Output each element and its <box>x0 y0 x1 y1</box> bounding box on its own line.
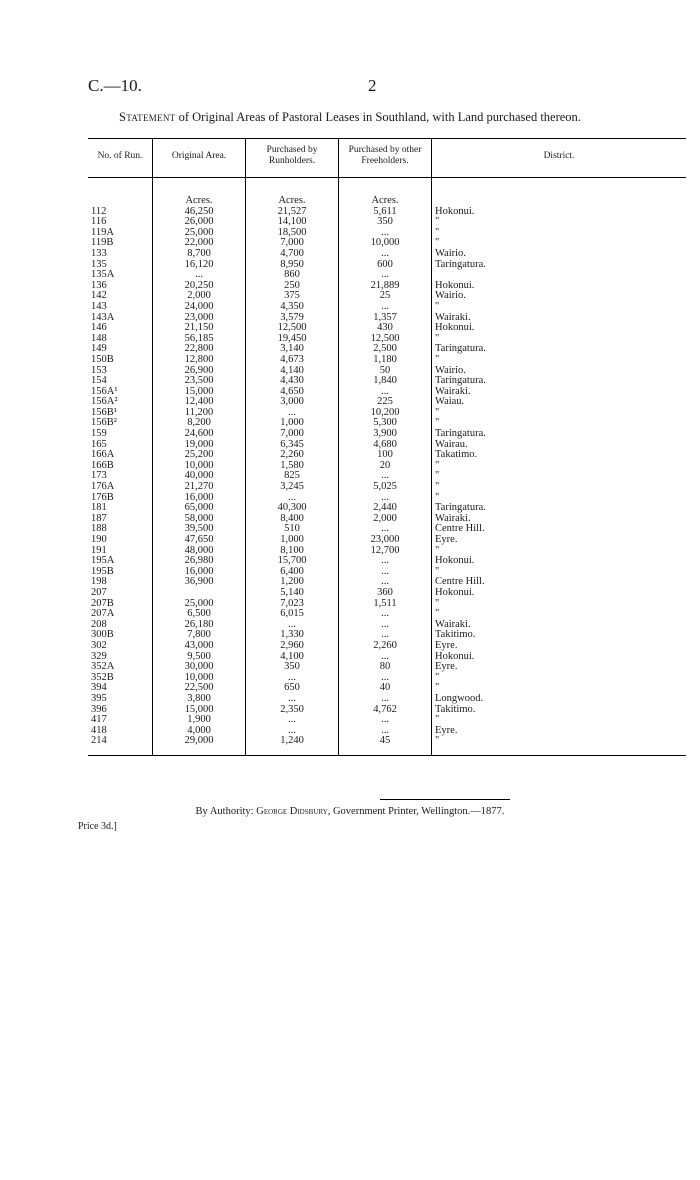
cell-original-area: 23,500 <box>153 376 246 387</box>
cell-purchased-freeholders: ... <box>339 673 432 684</box>
cell-district: Eyre. <box>432 641 687 652</box>
cell-original-area: 22,000 <box>153 238 246 249</box>
cell-original-area: 21,150 <box>153 323 246 334</box>
cell-purchased-runholders: 6,400 <box>246 567 339 578</box>
table-row <box>88 641 686 652</box>
cell-purchased-freeholders: 20 <box>339 461 432 472</box>
cell-original-area: 46,250 <box>153 207 246 218</box>
cell-purchased-freeholders: 2,500 <box>339 344 432 355</box>
cell-purchased-runholders: 4,350 <box>246 302 339 313</box>
cell-run-no: 119A <box>91 226 114 238</box>
cell-district: Eyre. <box>432 535 687 546</box>
cell-purchased-freeholders: 45 <box>339 736 432 755</box>
cell-purchased-freeholders: ... <box>339 694 432 705</box>
cell-original-area: 48,000 <box>153 546 246 557</box>
cell-run-no: 195A <box>91 555 115 567</box>
cell-district: " <box>432 609 687 620</box>
cell-purchased-runholders: 4,430 <box>246 376 339 387</box>
cell-purchased-runholders: 2,260 <box>246 450 339 461</box>
cell-original-area: 30,000 <box>153 662 246 673</box>
footer-rule <box>380 799 510 800</box>
cell-original-area: 26,900 <box>153 366 246 377</box>
cell-purchased-runholders: ... <box>246 493 339 504</box>
cell-run-no: 119B <box>91 237 114 249</box>
cell-original-area: 36,900 <box>153 577 246 588</box>
price-note: Price 3d.] <box>78 821 117 832</box>
cell-run-no: 146 <box>91 322 107 334</box>
cell-purchased-runholders: 4,140 <box>246 366 339 377</box>
cell-run-no: 198 <box>91 576 107 588</box>
cell-run-no: 156A² <box>91 396 118 408</box>
cell-purchased-runholders: 510 <box>246 524 339 535</box>
cell-original-area: 25,000 <box>153 599 246 610</box>
cell-purchased-runholders: 7,000 <box>246 238 339 249</box>
cell-district: " <box>432 217 687 228</box>
cell-purchased-runholders: 8,400 <box>246 514 339 525</box>
cell-run-no: 214 <box>88 736 153 755</box>
cell-purchased-freeholders: 1,180 <box>339 355 432 366</box>
cell-district: Takitimo. <box>432 630 687 641</box>
cell-purchased-runholders: 250 <box>246 281 339 292</box>
page-number: 2 <box>368 76 377 95</box>
cell-purchased-freeholders: ... <box>339 630 432 641</box>
table-row <box>88 588 686 599</box>
cell-original-area: 16,000 <box>153 493 246 504</box>
cell-district: Hokonui. <box>432 323 687 334</box>
cell-run-no: 329 <box>91 650 107 662</box>
cell-original-area: 7,800 <box>153 630 246 641</box>
cell-run-no: 302 <box>91 639 107 651</box>
cell-purchased-runholders: 4,700 <box>246 249 339 260</box>
cell-district: " <box>432 482 687 493</box>
cell-original-area: 65,000 <box>153 503 246 514</box>
cell-district: Centre Hill. <box>432 577 687 588</box>
cell-purchased-freeholders: 1,840 <box>339 376 432 387</box>
cell-original-area: 26,000 <box>153 217 246 228</box>
unit-runholders: Acres. <box>246 196 339 207</box>
cell-purchased-runholders: 4,673 <box>246 355 339 366</box>
cell-original-area: 12,800 <box>153 355 246 366</box>
cell-district: " <box>432 471 687 482</box>
cell-purchased-freeholders: ... <box>339 249 432 260</box>
cell-run-no: 195B <box>91 565 114 577</box>
cell-run-no: 181 <box>91 502 107 514</box>
cell-purchased-runholders: 6,345 <box>246 440 339 451</box>
cell-run-no: 173 <box>91 470 107 482</box>
cell-run-no: 148 <box>91 332 107 344</box>
cell-purchased-runholders: 6,015 <box>246 609 339 620</box>
cell-run-no: 394 <box>91 682 107 694</box>
cell-original-area: 10,000 <box>153 461 246 472</box>
cell-run-no: 417 <box>91 714 107 726</box>
cell-purchased-runholders: 21,527 <box>246 207 339 218</box>
cell-purchased-runholders: 8,100 <box>246 546 339 557</box>
cell-run-no: 150B <box>91 353 114 365</box>
cell-purchased-freeholders: 25 <box>339 291 432 302</box>
cell-purchased-freeholders: 2,260 <box>339 641 432 652</box>
cell-run-no: 156B² <box>91 417 117 429</box>
cell-purchased-runholders: 8,950 <box>246 260 339 271</box>
cell-district: " <box>432 408 687 419</box>
cell-original-area: 39,500 <box>153 524 246 535</box>
cell-district: Longwood. <box>432 694 687 705</box>
unit-run <box>88 196 153 207</box>
cell-purchased-freeholders: 12,500 <box>339 334 432 345</box>
cell-purchased-runholders: 15,700 <box>246 556 339 567</box>
cell-original-area: 3,800 <box>153 694 246 705</box>
cell-purchased-runholders: 3,579 <box>246 313 339 324</box>
cell-purchased-freeholders: ... <box>339 556 432 567</box>
cell-run-no: 207B <box>91 597 114 609</box>
cell-purchased-runholders: ... <box>246 620 339 631</box>
cell-purchased-freeholders: 350 <box>339 217 432 228</box>
cell-district: " <box>432 673 687 684</box>
cell-district: " <box>432 715 687 726</box>
cell-district: Hokonui. <box>432 556 687 567</box>
cell-purchased-runholders: 12,500 <box>246 323 339 334</box>
cell-purchased-freeholders: 3,900 <box>339 429 432 440</box>
cell-original-area: 9,500 <box>153 652 246 663</box>
cell-original-area: 47,650 <box>153 535 246 546</box>
cell-run-no: 143A <box>91 311 115 323</box>
authority-suffix: , Government Printer, Wellington.—1877. <box>327 806 505 817</box>
cell-purchased-freeholders: ... <box>339 567 432 578</box>
table-row <box>88 694 686 705</box>
cell-district: Wairaki. <box>432 387 687 398</box>
table-spacer-row <box>88 178 686 197</box>
header-purchased-freeholders: Purchased by other Freeholders. <box>339 139 432 178</box>
cell-run-no: 207 <box>91 586 107 598</box>
cell-district: Wairio. <box>432 291 687 302</box>
cell-purchased-freeholders: ... <box>339 302 432 313</box>
cell-purchased-freeholders: 50 <box>339 366 432 377</box>
cell-run-no: 112 <box>91 205 107 217</box>
units-row <box>88 196 686 207</box>
cell-purchased-freeholders: 225 <box>339 397 432 408</box>
cell-district: " <box>432 567 687 578</box>
cell-purchased-runholders: 4,100 <box>246 652 339 663</box>
cell-purchased-freeholders: 80 <box>339 662 432 673</box>
cell-run-no: 142 <box>91 290 107 302</box>
cell-purchased-freeholders: ... <box>339 471 432 482</box>
cell-run-no: 300B <box>91 629 114 641</box>
cell-purchased-runholders: 1,240 <box>246 736 339 755</box>
cell-purchased-runholders: 14,100 <box>246 217 339 228</box>
cell-district: Waiau. <box>432 397 687 408</box>
cell-original-area: 1,900 <box>153 715 246 726</box>
cell-run-no: 176B <box>91 491 114 503</box>
cell-district: Hokonui. <box>432 281 687 292</box>
cell-purchased-runholders: 3,245 <box>246 482 339 493</box>
table-header-row <box>88 139 686 178</box>
cell-purchased-freeholders: ... <box>339 609 432 620</box>
cell-purchased-runholders: 860 <box>246 270 339 281</box>
unit-freeholders: Acres. <box>339 196 432 207</box>
cell-district: Takatimo. <box>432 450 687 461</box>
cell-original-area: 26,180 <box>153 620 246 631</box>
cell-purchased-runholders: 5,140 <box>246 588 339 599</box>
cell-run-no: 166A <box>91 449 115 461</box>
cell-district: Eyre. <box>432 726 687 737</box>
cell-purchased-freeholders: 360 <box>339 588 432 599</box>
cell-district: Taringatura. <box>432 376 687 387</box>
cell-run-no: 153 <box>91 364 107 376</box>
cell-district: Hokonui. <box>432 588 687 599</box>
table-row <box>88 736 686 755</box>
cell-original-area: 10,000 <box>153 673 246 684</box>
cell-district: Taringatura. <box>432 429 687 440</box>
cell-purchased-runholders: 18,500 <box>246 228 339 239</box>
cell-original-area: 6,500 <box>153 609 246 620</box>
unit-original: Acres. <box>153 196 246 207</box>
cell-district: " <box>432 228 687 239</box>
cell-run-no: 207A <box>91 608 115 620</box>
cell-district: " <box>432 683 687 694</box>
cell-original-area: 25,200 <box>153 450 246 461</box>
cell-original-area: 43,000 <box>153 641 246 652</box>
cell-purchased-runholders: 3,000 <box>246 397 339 408</box>
cell-original-area: ... <box>153 270 246 281</box>
cell-run-no: 418 <box>91 724 107 736</box>
cell-original-area: 23,000 <box>153 313 246 324</box>
cell-district: " <box>432 334 687 345</box>
cell-run-no: 133 <box>91 247 107 259</box>
printer-name: George Didsbury <box>256 806 328 817</box>
cell-original-area: 16,000 <box>153 567 246 578</box>
cell-purchased-freeholders: 12,700 <box>339 546 432 557</box>
cell-purchased-freeholders: 1,511 <box>339 599 432 610</box>
cell-original-area <box>153 588 246 599</box>
cell-run-no: 154 <box>91 375 107 387</box>
header-run-no: No. of Run. <box>88 139 153 178</box>
cell-district: Centre Hill. <box>432 524 687 535</box>
authority-prefix: By Authority: <box>195 806 257 817</box>
cell-run-no: 176A <box>91 481 115 493</box>
cell-run-no: 208 <box>91 618 107 630</box>
cell-original-area: 26,980 <box>153 556 246 567</box>
cell-run-no: 352B <box>91 671 114 683</box>
cell-run-no: 396 <box>91 703 107 715</box>
cell-run-no: 136 <box>91 279 107 291</box>
cell-purchased-runholders: 1,200 <box>246 577 339 588</box>
leases-table <box>88 138 686 756</box>
cell-district: Taringatura. <box>432 260 687 271</box>
cell-district: Wairaki. <box>432 514 687 525</box>
cell-district: Wairau. <box>432 440 687 451</box>
cell-run-no: 187 <box>91 512 107 524</box>
cell-original-area: 21,270 <box>153 482 246 493</box>
cell-purchased-freeholders: 5,611 <box>339 207 432 218</box>
cell-run-no: 165 <box>91 438 107 450</box>
title-lead: Statement <box>119 110 176 124</box>
cell-original-area: 25,000 <box>153 228 246 239</box>
cell-purchased-freeholders: 21,889 <box>339 281 432 292</box>
cell-purchased-freeholders: ... <box>339 726 432 737</box>
cell-purchased-freeholders: 2,000 <box>339 514 432 525</box>
cell-original-area: 40,000 <box>153 471 246 482</box>
document-reference: C.—10. <box>88 76 142 95</box>
cell-purchased-freeholders: ... <box>339 524 432 535</box>
cell-purchased-freeholders: ... <box>339 387 432 398</box>
cell-run-no: 188 <box>91 523 107 535</box>
cell-purchased-runholders: 40,300 <box>246 503 339 514</box>
cell-purchased-runholders: 19,450 <box>246 334 339 345</box>
cell-purchased-runholders: 2,960 <box>246 641 339 652</box>
cell-purchased-runholders: 2,350 <box>246 705 339 716</box>
cell-district: Takitimo. <box>432 705 687 716</box>
cell-district: Eyre. <box>432 662 687 673</box>
cell-purchased-freeholders: 600 <box>339 260 432 271</box>
cell-original-area: 29,000 <box>153 736 246 755</box>
cell-purchased-freeholders: ... <box>339 577 432 588</box>
cell-district: " <box>432 599 687 610</box>
cell-run-no: 156A¹ <box>91 385 118 397</box>
cell-purchased-freeholders: 4,680 <box>339 440 432 451</box>
table-row <box>88 302 686 313</box>
header-purchased-runholders: Purchased by Runholders. <box>246 139 339 178</box>
cell-original-area: 22,800 <box>153 344 246 355</box>
cell-purchased-freeholders: ... <box>339 652 432 663</box>
table-row <box>88 355 686 366</box>
printer-authority <box>0 806 700 817</box>
cell-original-area: 24,000 <box>153 302 246 313</box>
cell-district: " <box>432 302 687 313</box>
cell-purchased-runholders: 1,580 <box>246 461 339 472</box>
cell-district: " <box>432 546 687 557</box>
cell-run-no: 116 <box>91 216 107 228</box>
cell-purchased-runholders: 1,000 <box>246 535 339 546</box>
cell-purchased-runholders: ... <box>246 726 339 737</box>
cell-purchased-runholders: 1,330 <box>246 630 339 641</box>
cell-purchased-runholders: ... <box>246 408 339 419</box>
cell-original-area: 2,000 <box>153 291 246 302</box>
cell-run-no: 143 <box>91 300 107 312</box>
cell-purchased-runholders: 4,650 <box>246 387 339 398</box>
cell-run-no: 156B¹ <box>91 406 117 418</box>
cell-district: " <box>432 418 687 429</box>
cell-original-area: 24,600 <box>153 429 246 440</box>
cell-purchased-freeholders: 5,025 <box>339 482 432 493</box>
cell-purchased-freeholders: 2,440 <box>339 503 432 514</box>
cell-district: Wairio. <box>432 366 687 377</box>
cell-purchased-runholders: ... <box>246 673 339 684</box>
cell-purchased-freeholders: ... <box>339 620 432 631</box>
header-original-area: Original Area. <box>153 139 246 178</box>
cell-purchased-freeholders: 430 <box>339 323 432 334</box>
table-body <box>88 178 686 756</box>
cell-run-no: 190 <box>91 534 107 545</box>
cell-run-no: 395 <box>91 692 107 704</box>
cell-purchased-freeholders: 4,762 <box>339 705 432 716</box>
cell-original-area: 15,000 <box>153 387 246 398</box>
cell-purchased-freeholders: 5,300 <box>339 418 432 429</box>
cell-original-area: 8,700 <box>153 249 246 260</box>
cell-district: Wairaki. <box>432 313 687 324</box>
cell-district: Taringatura. <box>432 344 687 355</box>
cell-original-area: 12,400 <box>153 397 246 408</box>
cell-purchased-freeholders: ... <box>339 228 432 239</box>
cell-original-area: 20,250 <box>153 281 246 292</box>
cell-district: Taringatura. <box>432 503 687 514</box>
cell-run-no: 135 <box>91 258 107 270</box>
cell-original-area: 11,200 <box>153 408 246 419</box>
cell-run-no: 352A <box>91 661 115 673</box>
cell-purchased-freeholders: 23,000 <box>339 535 432 546</box>
cell-purchased-freeholders: ... <box>339 493 432 504</box>
cell-district: Wairio. <box>432 249 687 260</box>
table-row <box>88 249 686 260</box>
cell-original-area: 8,200 <box>153 418 246 429</box>
header-district: District. <box>432 139 687 178</box>
cell-purchased-freeholders: ... <box>339 715 432 726</box>
cell-purchased-runholders: 375 <box>246 291 339 302</box>
cell-original-area: 56,185 <box>153 334 246 345</box>
cell-purchased-runholders: ... <box>246 694 339 705</box>
cell-purchased-freeholders: 10,200 <box>339 408 432 419</box>
cell-purchased-freeholders: 10,000 <box>339 238 432 249</box>
cell-district: " <box>432 493 687 504</box>
cell-purchased-runholders: 3,140 <box>246 344 339 355</box>
cell-purchased-runholders: 1,000 <box>246 418 339 429</box>
cell-purchased-freeholders: 40 <box>339 683 432 694</box>
cell-district: Hokonui. <box>432 652 687 663</box>
cell-purchased-freeholders: ... <box>339 270 432 281</box>
unit-district <box>432 196 687 207</box>
cell-original-area: 16,120 <box>153 260 246 271</box>
cell-district: " <box>432 461 687 472</box>
cell-run-no: 159 <box>91 428 107 440</box>
table-row <box>88 535 686 546</box>
title-rest: of Original Areas of Pastoral Leases in Southland, with Land purchased thereon. <box>175 110 581 124</box>
cell-purchased-runholders: 825 <box>246 471 339 482</box>
cell-purchased-runholders: ... <box>246 715 339 726</box>
cell-district: Wairaki. <box>432 620 687 631</box>
cell-purchased-runholders: 650 <box>246 683 339 694</box>
cell-original-area: 15,000 <box>153 705 246 716</box>
cell-purchased-freeholders: 100 <box>339 450 432 461</box>
statement-title <box>0 110 700 125</box>
cell-district: " <box>432 736 687 755</box>
cell-purchased-runholders: 350 <box>246 662 339 673</box>
cell-original-area: 58,000 <box>153 514 246 525</box>
cell-purchased-freeholders: 1,357 <box>339 313 432 324</box>
cell-district: Hokonui. <box>432 207 687 218</box>
cell-district: " <box>432 355 687 366</box>
cell-purchased-runholders: 7,023 <box>246 599 339 610</box>
cell-district: " <box>432 238 687 249</box>
cell-run-no: 166B <box>91 459 114 471</box>
cell-original-area: 19,000 <box>153 440 246 451</box>
cell-purchased-runholders: 7,000 <box>246 429 339 440</box>
cell-run-no: 191 <box>91 544 107 556</box>
cell-original-area: 22,500 <box>153 683 246 694</box>
cell-run-no: 149 <box>91 343 107 355</box>
cell-run-no: 135A <box>91 269 115 281</box>
cell-original-area: 4,000 <box>153 726 246 737</box>
